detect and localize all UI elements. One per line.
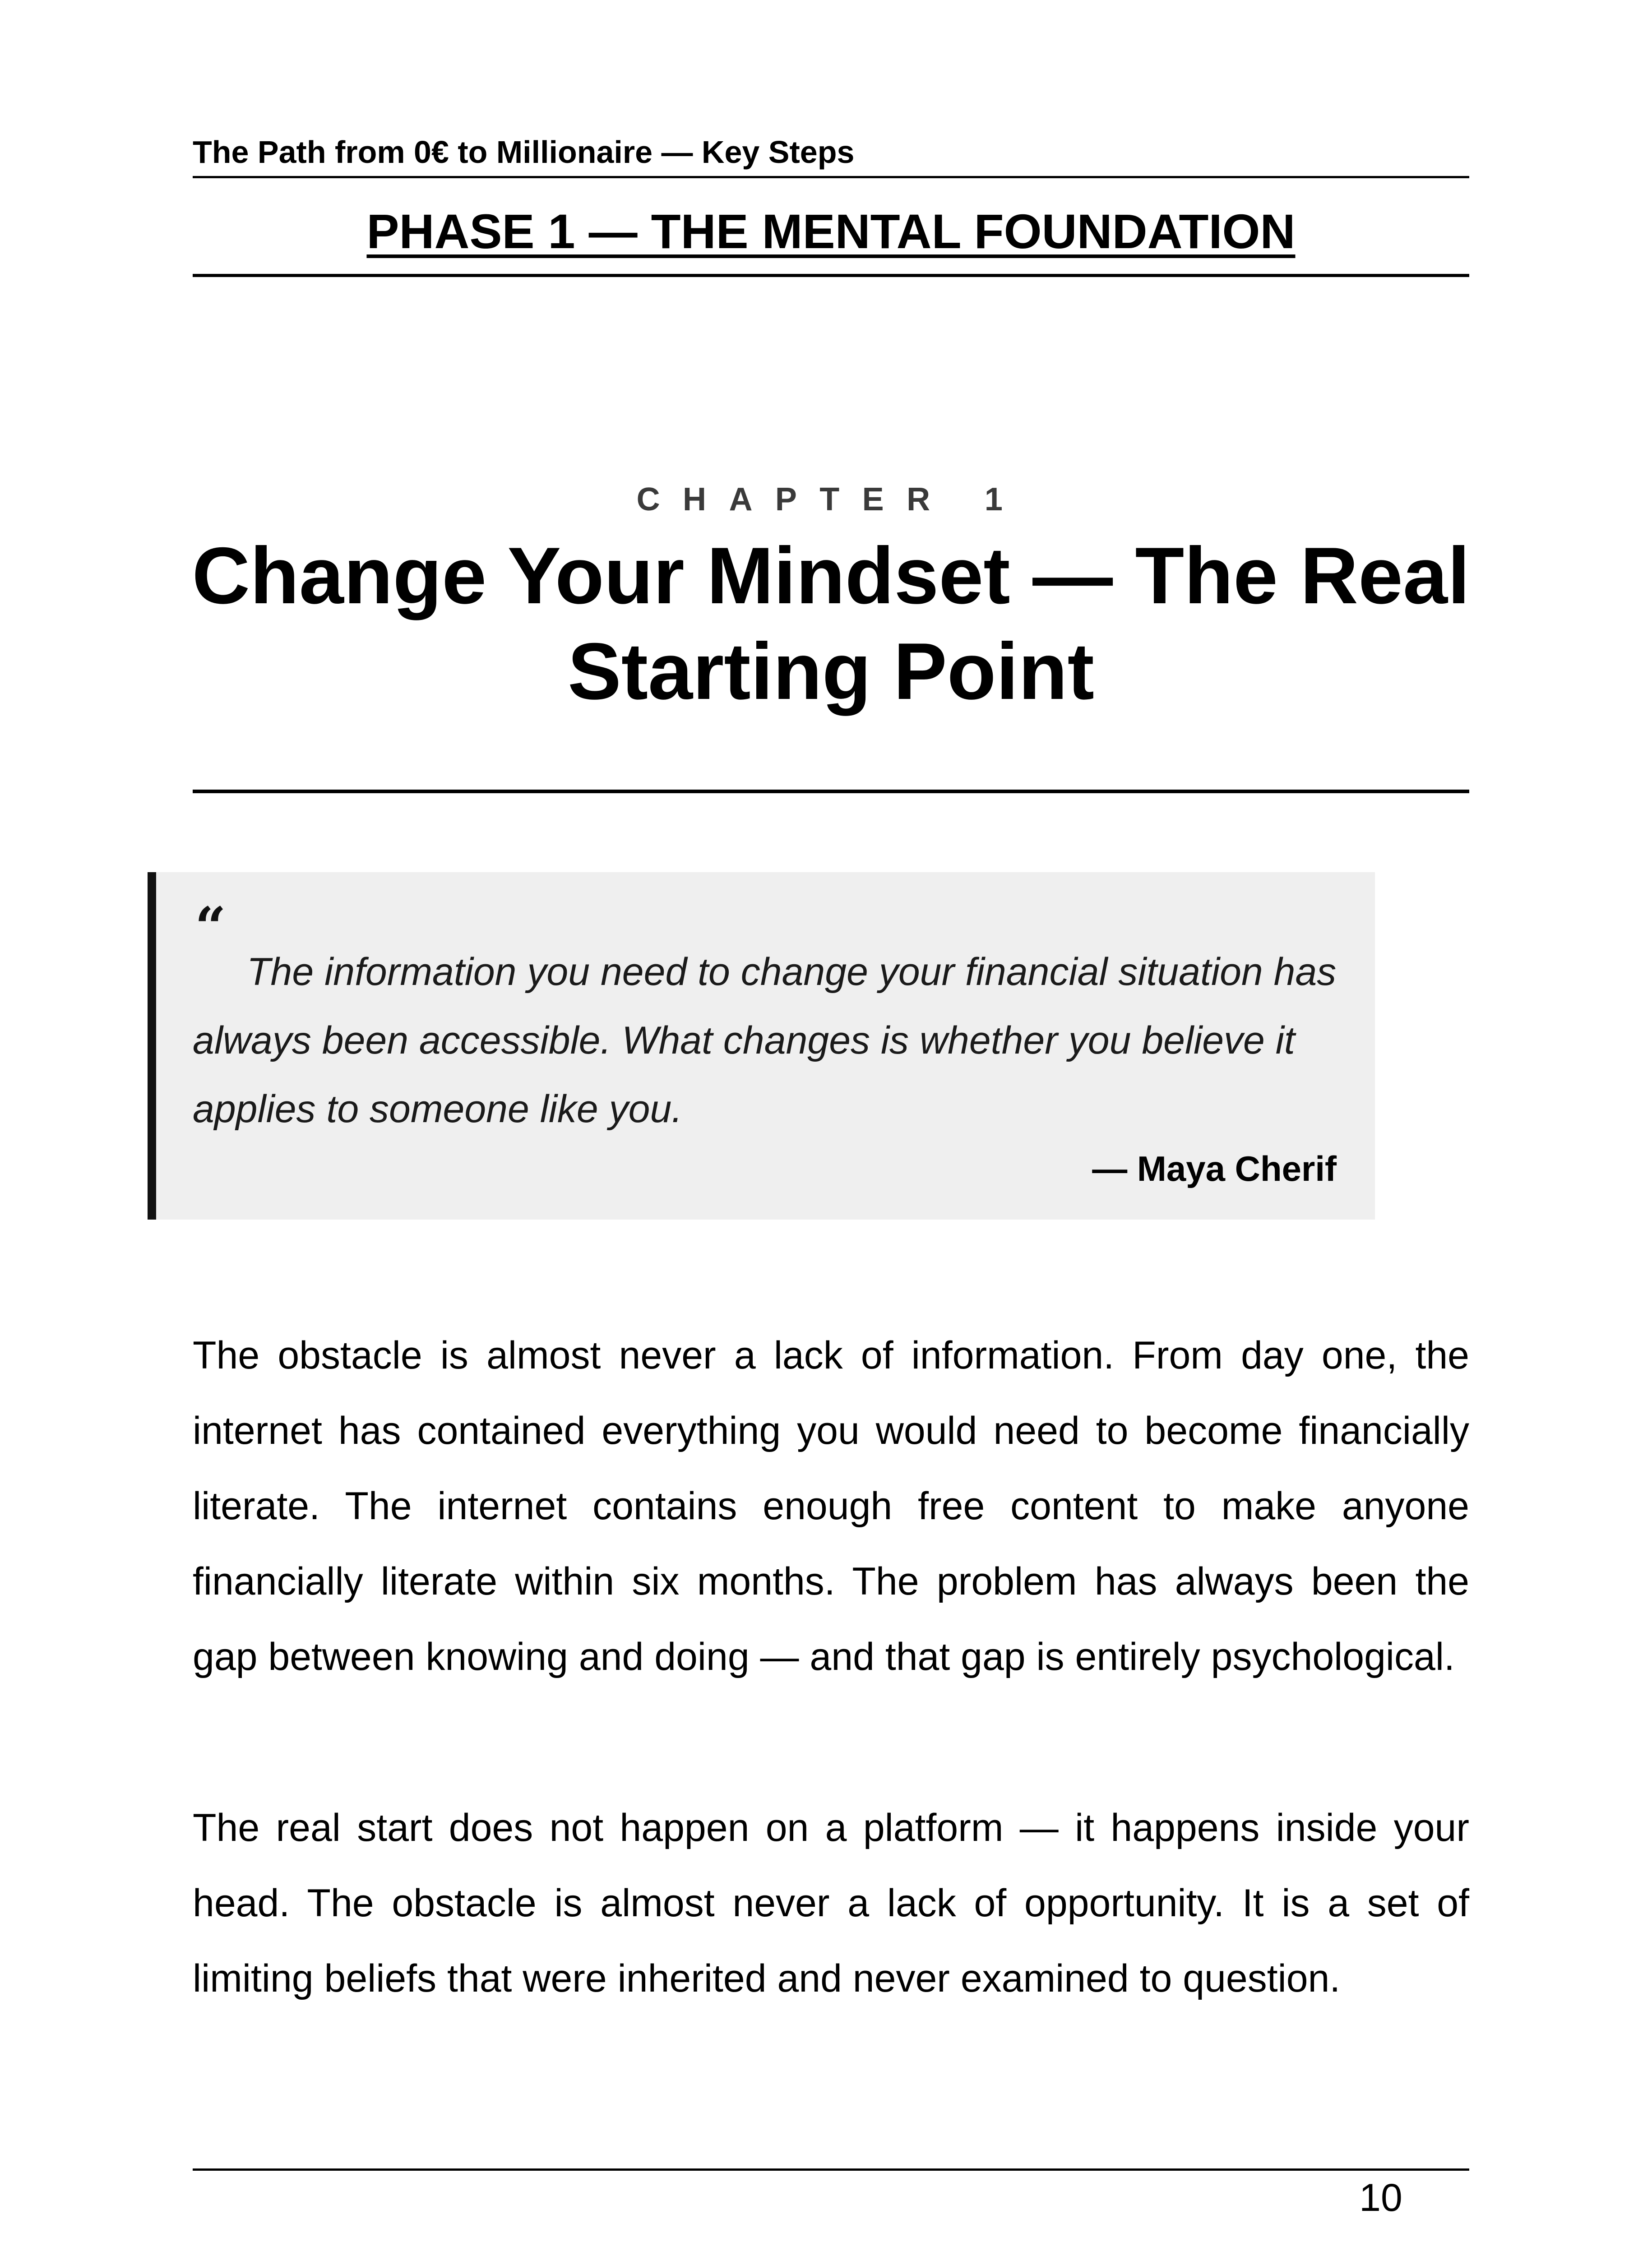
quote-text: The information you need to change your financial situation has always been accessible. What changes is whether you believe it applies to someone like you. xyxy=(193,950,1337,1131)
body-paragraph: The obstacle is almost never a lack of information. From day one, the internet has contained everything you would need to become financially literate. The internet contains enough free content to make anyone financially literate within six months. The problem has always been the gap between knowing and doing — and that gap is entirely psychological. xyxy=(193,1334,1469,1678)
chapter-title: Change Your Mindset — The Real Starting Point xyxy=(192,531,1470,716)
phase-rule xyxy=(193,274,1469,277)
phase-title: PHASE 1 — THE MENTAL FOUNDATION xyxy=(366,204,1296,259)
running-header: The Path from 0€ to Millionaire — Key Steps xyxy=(193,134,855,170)
chapter-rule xyxy=(193,790,1469,793)
body-paragraph: The real start does not happen on a platform — it happens inside your head. The obstacle is almost never a lack of opportunity. It is a set of limiting beliefs that were inherited and never examined to question. xyxy=(193,1806,1469,2000)
header-rule xyxy=(193,176,1469,178)
chapter-label: CHAPTER 1 xyxy=(636,481,1026,518)
page-number: 10 xyxy=(1359,2176,1402,2219)
quote-accent-bar xyxy=(148,872,156,1220)
footer-rule xyxy=(193,2168,1469,2171)
quote-author: — Maya Cherif xyxy=(1092,1149,1337,1188)
quote-mark-icon: “ xyxy=(195,895,227,959)
